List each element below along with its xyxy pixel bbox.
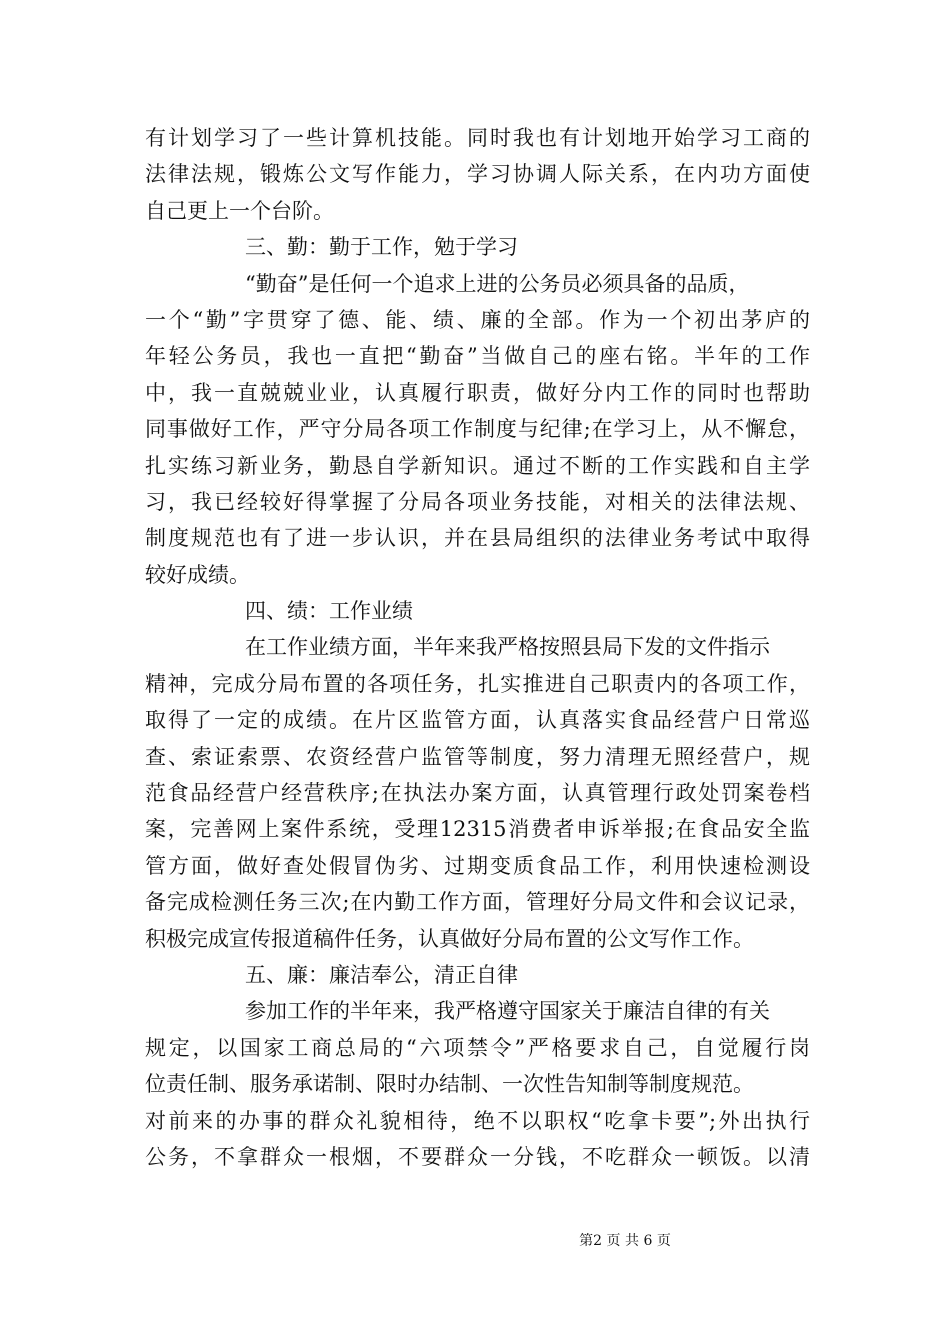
paragraph-first-line: “勤奋”是任何一个追求上进的公务员必须具备的品质， bbox=[245, 271, 750, 296]
section-heading: 五、廉：廉洁奉公，清正自律 bbox=[245, 962, 518, 987]
paragraph-line: 取得了一定的成绩。在片区监管方面，认真落实食品经营户日常巡 bbox=[145, 708, 810, 733]
paragraph-line: 精神，完成分局布置的各项任务，扎实推进自己职责内的各项工作， bbox=[145, 671, 810, 696]
paragraph-line: 一个“勤”字贯穿了德、能、绩、廉的全部。作为一个初出茅庐的 bbox=[145, 307, 810, 332]
footer-prefix: 第 bbox=[579, 1233, 594, 1249]
paragraph-line: 管方面，做好查处假冒伪劣、过期变质食品工作，利用快速检测设 bbox=[145, 853, 810, 878]
paragraph-last-line: 较好成绩。 bbox=[145, 562, 250, 587]
footer-current-page: 2 bbox=[593, 1233, 603, 1249]
paragraph-first-line: 在工作业绩方面，半年来我严格按照县局下发的文件指示 bbox=[245, 635, 770, 660]
paragraph-line: 案，完善网上案件系统，受理12315消费者申诉举报;在食品安全监 bbox=[145, 817, 810, 842]
paragraph-line: 年轻公务员，我也一直把“勤奋”当做自己的座右铭。半年的工作 bbox=[145, 344, 810, 369]
page-footer bbox=[0, 1231, 950, 1251]
paragraph-first-line: 参加工作的半年来，我严格遵守国家关于廉洁自律的有关 bbox=[245, 999, 770, 1024]
paragraph-line: 查、索证索票、农资经营户监管等制度，努力清理无照经营户，规 bbox=[145, 744, 810, 769]
paragraph-line: 范食品经营户经营秩序;在执法办案方面，认真管理行政处罚案卷档 bbox=[145, 781, 810, 806]
paragraph-line: 扎实练习新业务，勤恳自学新知识。通过不断的工作实践和自主学 bbox=[145, 453, 810, 478]
section-heading: 四、绩：工作业绩 bbox=[245, 599, 413, 624]
paragraph-line: 有计划学习了一些计算机技能。同时我也有计划地开始学习工商的 bbox=[145, 126, 810, 150]
section-heading: 三、勤：勤于工作，勉于学习 bbox=[245, 235, 518, 260]
paragraph-last-line: 积极完成宣传报道稿件任务，认真做好分局布置的公文写作工作。 bbox=[145, 926, 754, 951]
document-body bbox=[145, 120, 810, 1175]
paragraph-line: 制度规范也有了进一步认识，并在县局组织的法律业务考试中取得 bbox=[145, 526, 810, 551]
paragraph-line: 习，我已经较好得掌握了分局各项业务技能，对相关的法律法规、 bbox=[145, 489, 810, 514]
paragraph-line: 公务，不拿群众一根烟，不要群众一分钱，不吃群众一顿饭。以清 bbox=[145, 1144, 810, 1169]
paragraph-line: 规定，以国家工商总局的“六项禁令”严格要求自己，自觉履行岗 bbox=[145, 1035, 810, 1060]
paragraph-line: 对前来的办事的群众礼貌相待，绝不以职权“吃拿卡要”;外出执行 bbox=[145, 1108, 810, 1133]
paragraph-line: 备完成检测任务三次;在内勤工作方面，管理好分局文件和会议记录， bbox=[145, 890, 810, 915]
paragraph-line: 法律法规，锻炼公文写作能力，学习协调人际关系，在内功方面使 bbox=[145, 162, 810, 187]
paragraph-line: 中，我一直兢兢业业，认真履行职责，做好分内工作的同时也帮助 bbox=[145, 380, 810, 405]
footer-middle: 页 共 bbox=[606, 1233, 639, 1249]
paragraph-line: 同事做好工作，严守分局各项工作制度与纪律;在学习上，从不懈怠， bbox=[145, 417, 810, 442]
paragraph-last-line: 位责任制、服务承诺制、限时办结制、一次性告知制等制度规范。 bbox=[145, 1072, 754, 1097]
footer-suffix: 页 bbox=[656, 1233, 671, 1249]
paragraph-last-line: 自己更上一个台阶。 bbox=[145, 198, 334, 223]
footer-total-pages: 6 bbox=[643, 1233, 653, 1249]
